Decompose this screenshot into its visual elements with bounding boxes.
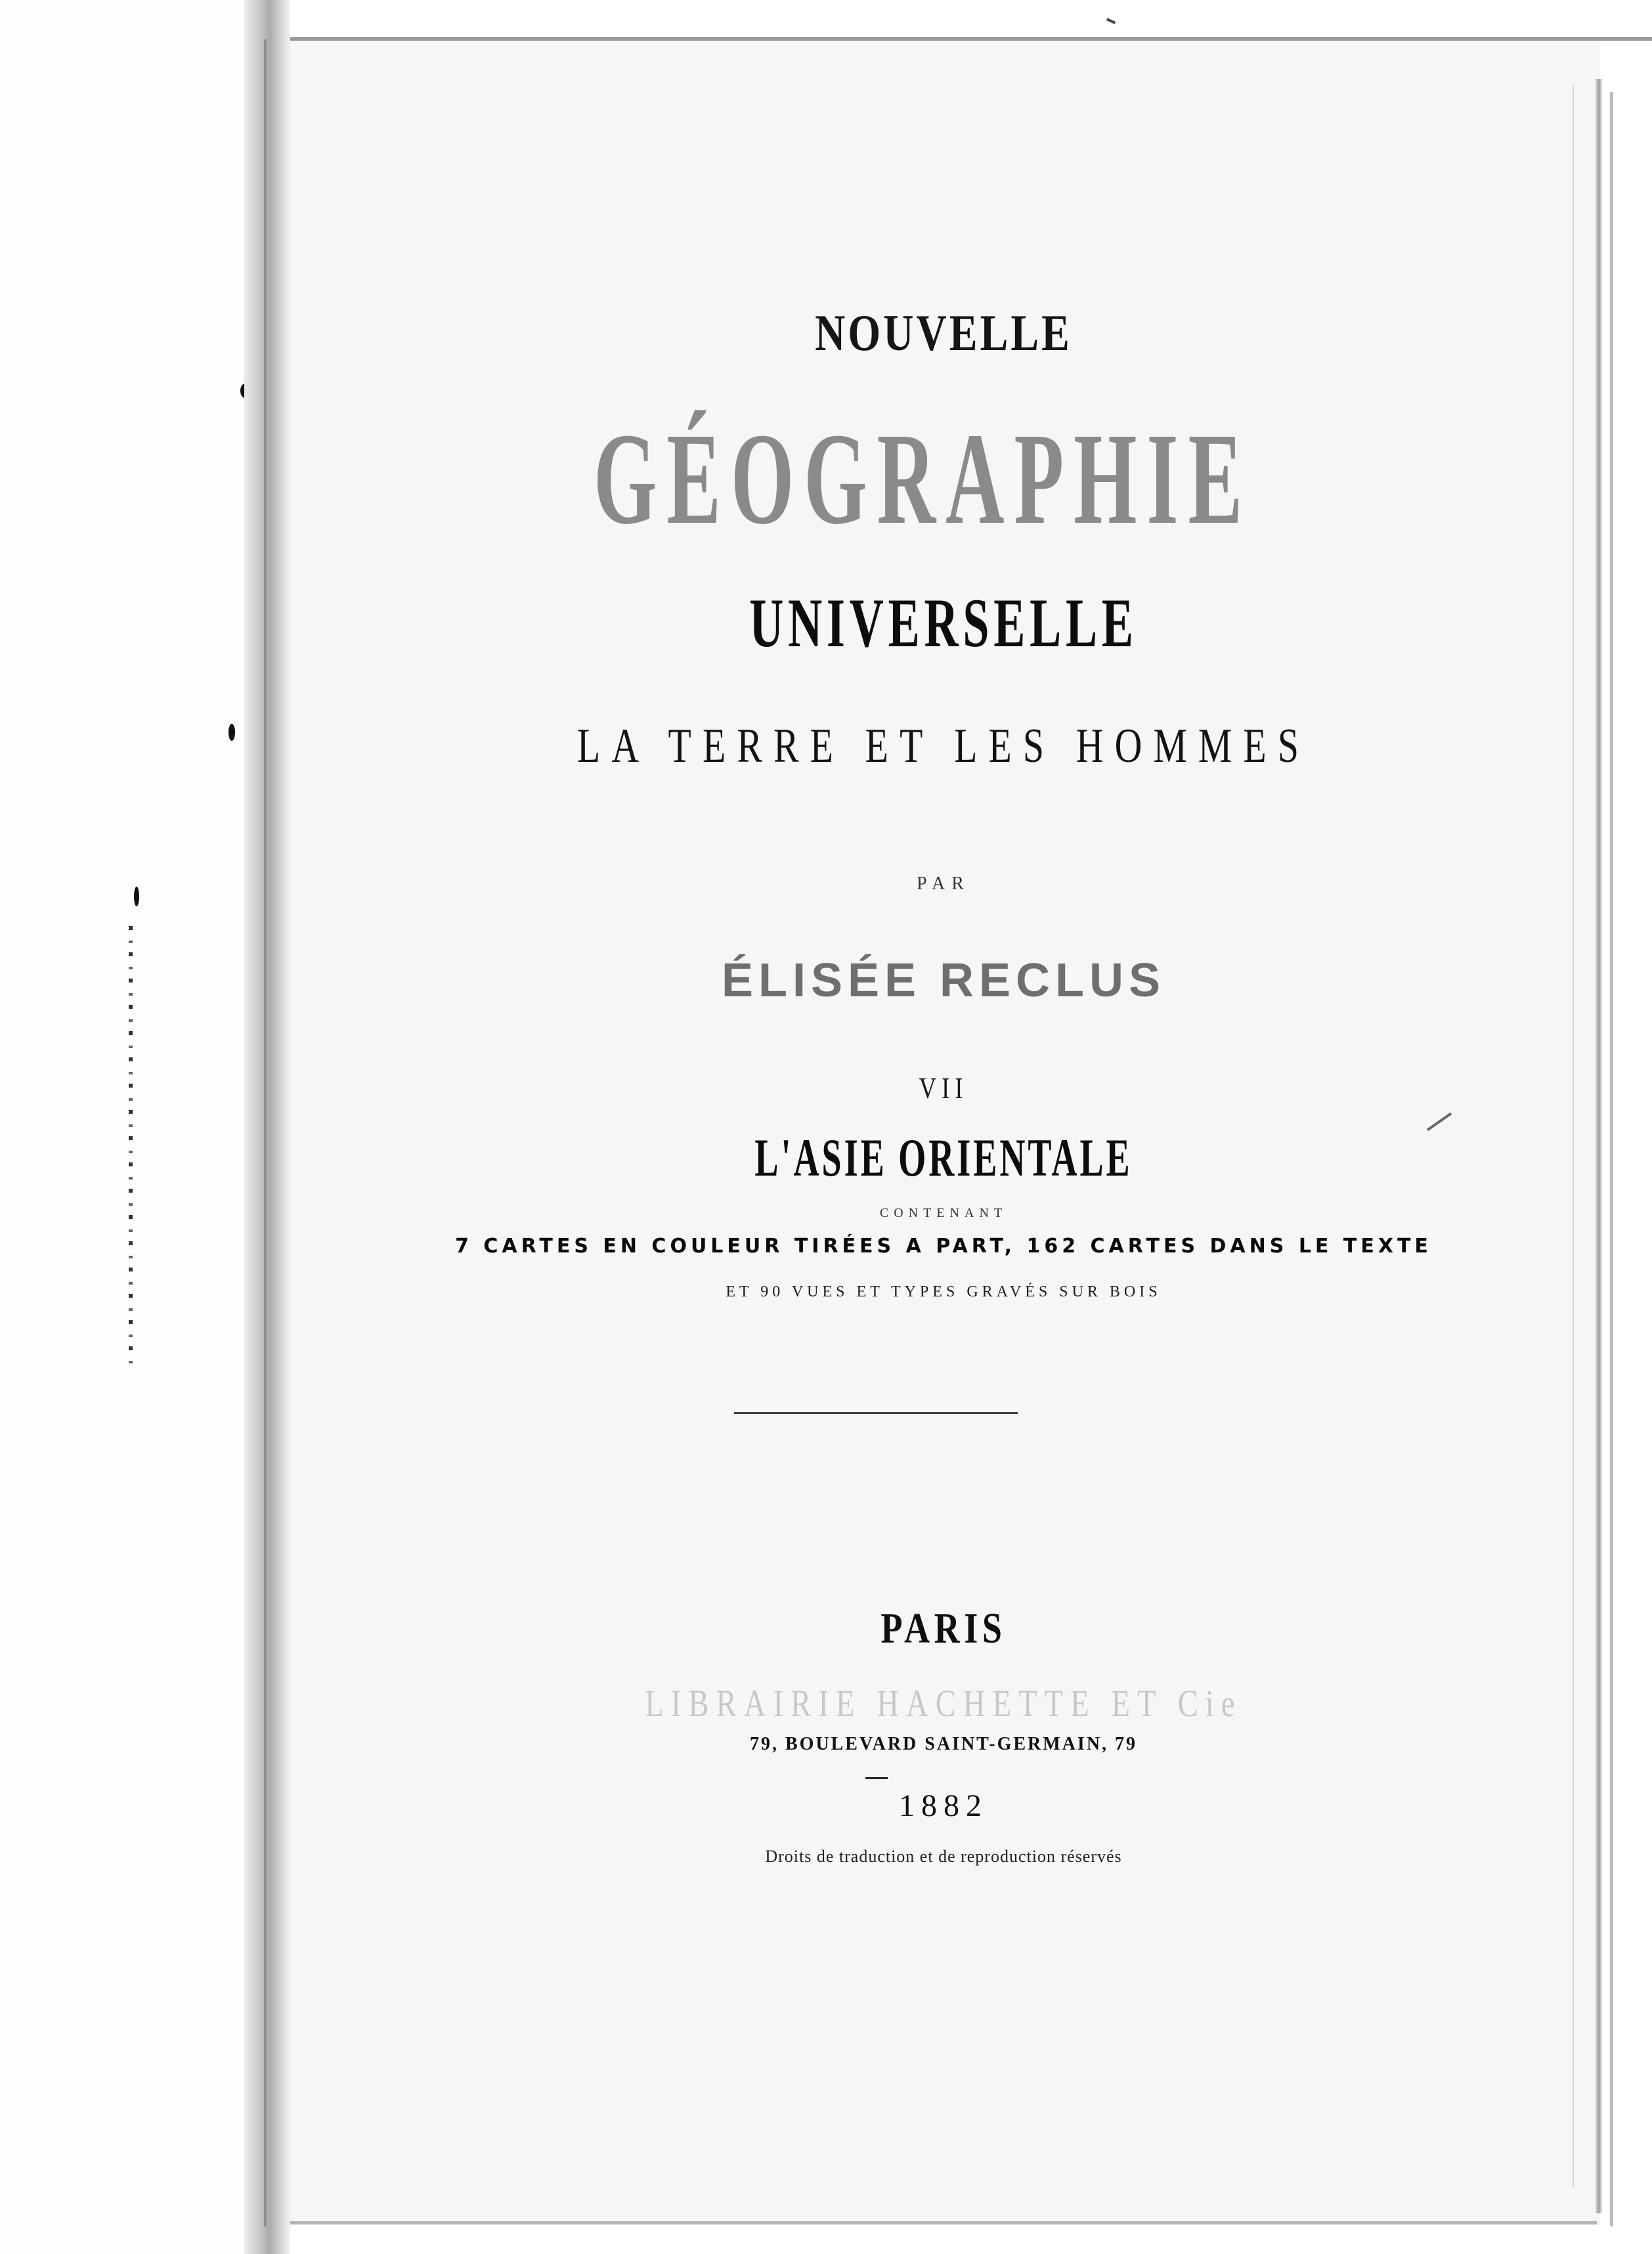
page-right-edge — [1596, 79, 1602, 2213]
imprint-city: PARIS — [880, 1604, 1007, 1652]
gutter-shadow-line — [264, 39, 267, 2226]
title-line-geographie: GÉOGRAPHIE — [594, 407, 1253, 552]
volume-number: VII — [919, 1071, 968, 1105]
contents-engravings: ET 90 VUES ET TYPES GRAVÉS SUR BOIS — [726, 1283, 1162, 1300]
page-top-edge — [290, 37, 1652, 41]
volume-title: L'ASIE ORIENTALE — [754, 1128, 1133, 1187]
scan-fleck — [1106, 18, 1116, 24]
imprint-address: 79, BOULEVARD SAINT-GERMAIN, 79 — [749, 1734, 1138, 1754]
rights-notice: Droits de traduction et de reproduction réservés — [765, 1847, 1122, 1866]
imprint-year: 1882 — [899, 1788, 988, 1823]
contents-label: CONTENANT — [879, 1206, 1008, 1220]
subtitle: LA TERRE ET LES HOMMES — [576, 719, 1311, 773]
by-label: PAR — [917, 873, 970, 894]
page-right-edge — [1610, 92, 1613, 2226]
binding-stitch-trail — [129, 926, 133, 1373]
short-divider — [865, 1777, 888, 1779]
contents-maps: 7 CARTES EN COULEUR TIRÉES A PART, 162 CARTES DANS LE TEXTE — [455, 1235, 1432, 1258]
author-name: ÉLISÉE RECLUS — [721, 954, 1166, 1007]
book-gutter — [244, 0, 290, 2254]
imprint-publisher: LIBRAIRIE HACHETTE ET Cie — [645, 1682, 1242, 1725]
binding-mark — [228, 724, 235, 741]
page-bottom-edge — [290, 2221, 1597, 2224]
title-line-universelle: UNIVERSELLE — [749, 585, 1138, 661]
title-line-nouvelle: NOUVELLE — [815, 304, 1072, 361]
divider-rule — [734, 1412, 1018, 1414]
binding-mark — [134, 887, 139, 906]
page-fold-line — [1573, 85, 1574, 2187]
